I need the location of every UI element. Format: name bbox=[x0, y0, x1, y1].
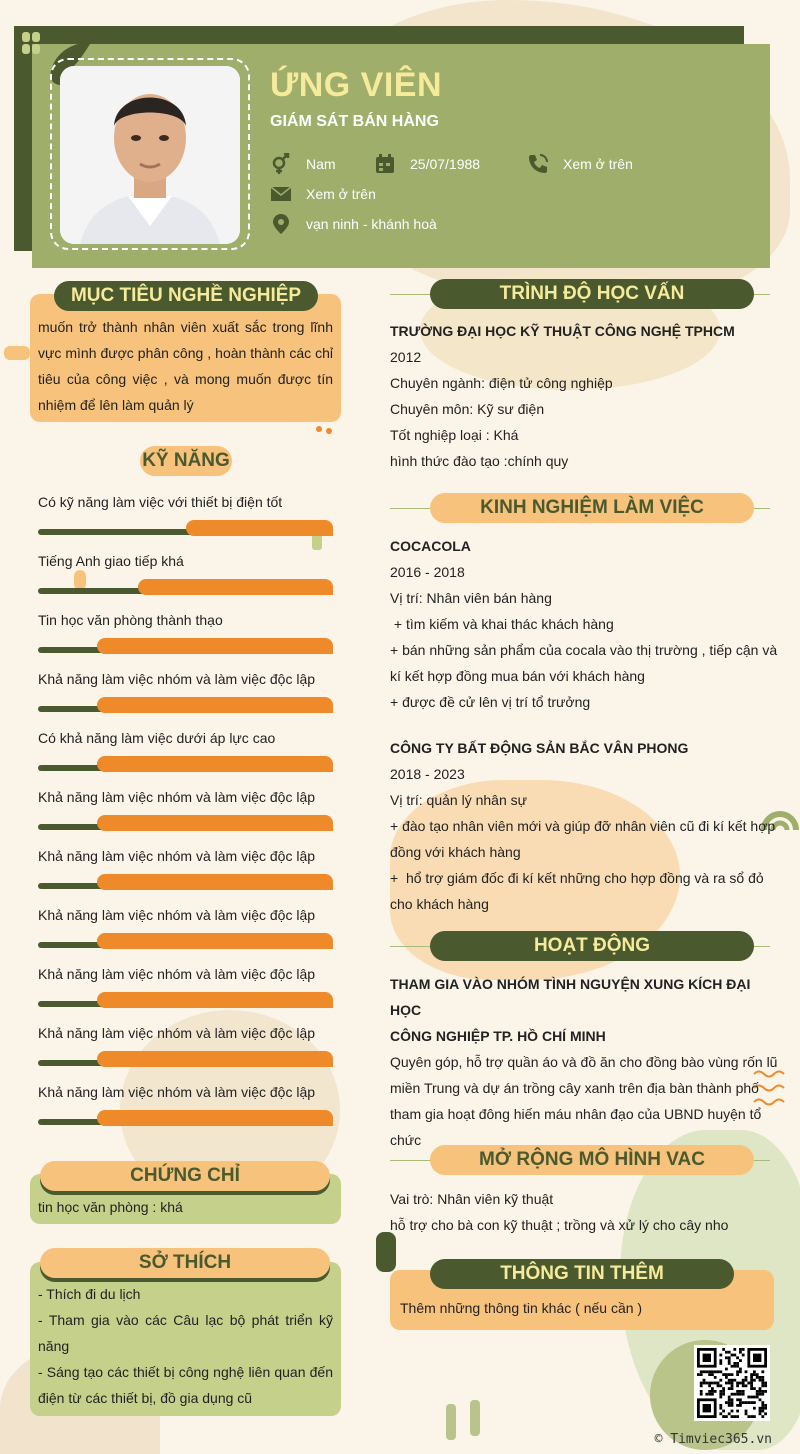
activities-block bbox=[390, 971, 778, 1153]
objective-line: nhiệm để lên làm quản lý bbox=[38, 397, 194, 413]
footer-watermark: © Timviec365.vn bbox=[654, 1432, 772, 1447]
decor-stroke bbox=[470, 1400, 480, 1436]
vac-block bbox=[390, 1186, 778, 1238]
activity-line: tham gia hoạt đông hiến máu nhân đạo của UBND huyện tổ bbox=[390, 1106, 762, 1122]
education-line: 2012 bbox=[390, 349, 422, 365]
decor-stroke bbox=[376, 1232, 396, 1272]
hobby-line: - Sáng tạo các thiết bị công nghệ liên quan đến bbox=[38, 1364, 333, 1380]
skill-label: Có khả năng làm việc dưới áp lực cao bbox=[38, 730, 276, 746]
objective-line: tiêu của công việc , và mong muốn được tín bbox=[38, 371, 333, 387]
skill-level-bar bbox=[38, 579, 333, 595]
job-line: 2016 - 2018 bbox=[390, 564, 465, 580]
gender-icon bbox=[270, 153, 292, 175]
hobby-line: điện từ các thiết bị, đồ gia dụng cũ bbox=[38, 1390, 253, 1406]
skill-fill bbox=[97, 638, 333, 654]
address-value: vạn ninh - khánh hoà bbox=[306, 216, 437, 232]
dob-value: 25/07/1988 bbox=[410, 156, 481, 172]
activity-line: miền Trung và dự án trồng cây xanh trên địa bàn thành phố bbox=[390, 1080, 759, 1096]
job-line: + hổ trợ giám đốc đi kí kết những cho hợp đồng và ra sổ đỏ bbox=[390, 870, 764, 886]
job-line: + được đề cử lên vị trí tổ trưởng bbox=[390, 694, 591, 710]
skill-level-bar bbox=[38, 1051, 333, 1067]
activity-line: chức bbox=[390, 1132, 422, 1148]
candidate-name: ỨNG VIÊN bbox=[270, 66, 443, 104]
decor-stroke bbox=[312, 534, 322, 550]
certificates-title: CHỨNG CHỈ bbox=[40, 1161, 330, 1191]
email-value: Xem ở trên bbox=[306, 186, 376, 202]
skill-level-bar bbox=[38, 697, 333, 713]
education-title: TRÌNH ĐỘ HỌC VẤN bbox=[430, 279, 754, 309]
job-line: Vị trí: Nhân viên bán hàng bbox=[390, 590, 552, 606]
job-line: 2018 - 2023 bbox=[390, 766, 465, 782]
objective-line: muốn trở thành nhân viên xuất sắc trong lĩnh bbox=[38, 319, 333, 335]
education-line: Chuyên ngành: điện tử công nghiệp bbox=[390, 375, 613, 391]
location-pin-icon bbox=[270, 213, 292, 235]
calendar-icon bbox=[374, 153, 396, 175]
skill-label: Khả năng làm việc nhóm và làm việc độc lập bbox=[38, 907, 316, 923]
objective-title: MỤC TIÊU NGHỀ NGHIỆP bbox=[54, 281, 318, 311]
objective-text bbox=[38, 314, 333, 418]
education-line: Chuyên môn: Kỹ sư điện bbox=[390, 401, 545, 417]
dob-info bbox=[374, 153, 480, 175]
company-name: CÔNG TY BẤT ĐỘNG SẢN BẮC VÂN PHONG bbox=[390, 740, 689, 756]
skill-label: Khả năng làm việc nhóm và làm việc độc lập bbox=[38, 966, 316, 982]
vac-line: hỗ trợ cho bà con kỹ thuật ; trồng và xử lý cho cây nho bbox=[390, 1217, 729, 1233]
qr-code-icon bbox=[697, 1348, 767, 1418]
email-info bbox=[270, 183, 376, 205]
decor-dot bbox=[326, 428, 332, 434]
address-info bbox=[270, 213, 437, 235]
phone-info bbox=[527, 153, 633, 175]
skill-label: Khả năng làm việc nhóm và làm việc độc lập bbox=[38, 671, 316, 687]
job-line: Vị trí: quản lý nhân sự bbox=[390, 792, 527, 808]
skills-title: KỸ NĂNG bbox=[140, 446, 232, 476]
activity-heading: CÔNG NGHIỆP TP. HỒ CHÍ MINH bbox=[390, 1028, 606, 1044]
skill-level-bar bbox=[38, 638, 333, 654]
experience-title: KINH NGHIỆM LÀM VIỆC bbox=[430, 493, 754, 523]
activities-title: HOẠT ĐỘNG bbox=[430, 931, 754, 961]
avatar-portrait-icon bbox=[60, 66, 240, 244]
skill-label: Tiếng Anh giao tiếp khá bbox=[38, 553, 184, 569]
skill-level-bar bbox=[38, 874, 333, 890]
skill-level-bar bbox=[38, 815, 333, 831]
skill-fill bbox=[97, 933, 333, 949]
candidate-position: GIÁM SÁT BÁN HÀNG bbox=[270, 113, 439, 130]
skill-fill bbox=[97, 815, 333, 831]
education-line: Tốt nghiệp loại : Khá bbox=[390, 427, 519, 443]
skill-fill bbox=[97, 697, 333, 713]
vac-line: Vai trò: Nhân viên kỹ thuật bbox=[390, 1191, 554, 1207]
skill-label: Tin học văn phòng thành thạo bbox=[38, 612, 223, 628]
skill-fill bbox=[138, 579, 333, 595]
vac-title: MỞ RỘNG MÔ HÌNH VAC bbox=[430, 1145, 754, 1175]
skill-level-bar bbox=[38, 756, 333, 772]
company-name: COCACOLA bbox=[390, 538, 471, 554]
skill-fill bbox=[97, 756, 333, 772]
avatar bbox=[60, 66, 240, 244]
extra-text: Thêm những thông tin khác ( nếu cần ) bbox=[400, 1300, 643, 1316]
skill-fill bbox=[97, 874, 333, 890]
hobbies-title: SỞ THÍCH bbox=[40, 1248, 330, 1278]
job-line: đồng với khách hàng bbox=[390, 844, 521, 860]
hobby-line: năng bbox=[38, 1338, 70, 1354]
activity-line: Quyên góp, hỗ trợ quần áo và đồ ăn cho đồng bào vùng rốn lũ bbox=[390, 1054, 778, 1070]
job-line: kí kết hợp đồng mua bán với khách hàng bbox=[390, 668, 645, 684]
phone-value: Xem ở trên bbox=[563, 156, 633, 172]
education-block bbox=[390, 318, 775, 474]
skill-level-bar bbox=[38, 933, 333, 949]
job-line: + đào tạo nhân viên mới và giúp đỡ nhân viên cũ đi kí kết hợp bbox=[390, 818, 776, 834]
skill-label: Khả năng làm việc nhóm và làm việc độc lập bbox=[38, 789, 316, 805]
skill-fill bbox=[97, 992, 333, 1008]
skill-fill bbox=[97, 1051, 333, 1067]
skill-level-bar bbox=[38, 1110, 333, 1126]
skill-fill bbox=[186, 520, 334, 536]
job-line: + tìm kiếm và khai thác khách hàng bbox=[390, 616, 614, 632]
activity-heading: THAM GIA VÀO NHÓM TÌNH NGUYỆN XUNG KÍCH ĐẠI HỌC bbox=[390, 976, 751, 1018]
experience-block bbox=[390, 533, 778, 917]
hobby-line: - Tham gia vào các Câu lạc bộ phát triển kỹ bbox=[38, 1312, 333, 1328]
gender-value: Nam bbox=[306, 156, 336, 172]
phone-icon bbox=[527, 153, 549, 175]
school-name: TRƯỜNG ĐẠI HỌC KỸ THUẬT CÔNG NGHỆ TPHCM bbox=[390, 323, 735, 339]
hobby-line: - Thích đi du lịch bbox=[38, 1286, 141, 1302]
objective-line: vực mình được phân công , hoàn thành các chỉ bbox=[38, 345, 333, 361]
qr-code bbox=[694, 1345, 770, 1421]
hobbies-text bbox=[38, 1281, 333, 1411]
skill-fill bbox=[97, 1110, 333, 1126]
skill-label: Khả năng làm việc nhóm và làm việc độc lập bbox=[38, 1025, 316, 1041]
skill-label: Có kỹ năng làm việc với thiết bị điện tốt bbox=[38, 494, 283, 510]
skill-label: Khả năng làm việc nhóm và làm việc độc lập bbox=[38, 848, 316, 864]
decor-stroke bbox=[4, 346, 30, 360]
email-icon bbox=[270, 183, 292, 205]
job-line: + bán những sản phẩm của cocala vào thị trường , tiếp cận và bbox=[390, 642, 778, 658]
extra-title: THÔNG TIN THÊM bbox=[430, 1259, 734, 1289]
decor-dot bbox=[316, 426, 322, 432]
skill-level-bar bbox=[38, 992, 333, 1008]
certificates-text: tin học văn phòng : khá bbox=[38, 1199, 183, 1215]
decor-stroke bbox=[446, 1404, 456, 1440]
job-line: cho khách hàng bbox=[390, 896, 489, 912]
gender-info bbox=[270, 153, 336, 175]
skill-label: Khả năng làm việc nhóm và làm việc độc lập bbox=[38, 1084, 316, 1100]
skill-level-bar bbox=[38, 520, 333, 536]
education-line: hình thức đào tạo :chính quy bbox=[390, 453, 569, 469]
